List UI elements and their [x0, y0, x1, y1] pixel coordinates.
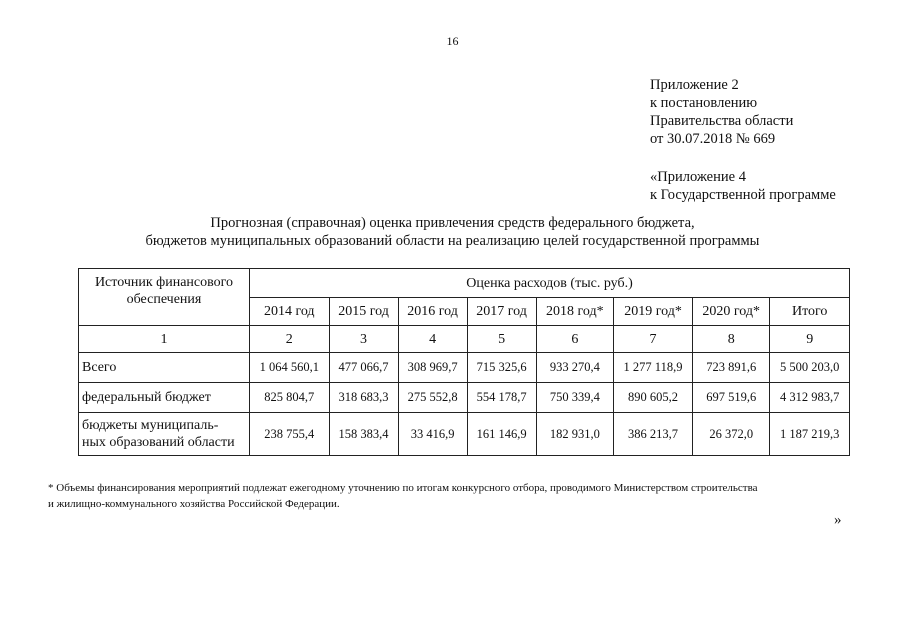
table-cell: 386 213,7 — [614, 413, 693, 456]
column-number: 7 — [614, 326, 693, 353]
title-line-1: Прогнозная (справочная) оценка привлечения средств федерального бюджета, — [210, 215, 695, 231]
table-row-federal — [79, 383, 850, 413]
year-header: 2016 год — [398, 298, 467, 326]
table-cell: 697 519,6 — [693, 383, 770, 413]
table-cell: 308 969,7 — [398, 353, 467, 383]
table-cell: 275 552,8 — [398, 383, 467, 413]
row-label: федеральный бюджет — [79, 383, 250, 413]
table-cell: 182 931,0 — [536, 413, 613, 456]
table-cell: 161 146,9 — [467, 413, 536, 456]
estimate-header: Оценка расходов (тыс. руб.) — [250, 269, 850, 298]
table-cell: 554 178,7 — [467, 383, 536, 413]
table-cell: 933 270,4 — [536, 353, 613, 383]
column-number-row — [79, 326, 850, 353]
appendix-line: от 30.07.2018 № 669 — [650, 131, 776, 147]
year-header: 2015 год — [329, 298, 398, 326]
table-cell-total: 4 312 983,7 — [770, 383, 850, 413]
row-label-line-2: ных образований области — [82, 435, 235, 450]
appendix-sub-line: «Приложение 4 — [650, 169, 746, 185]
appendix-spacer — [650, 148, 836, 168]
funding-table — [78, 268, 850, 456]
column-number: 8 — [693, 326, 770, 353]
table-cell-total: 5 500 203,0 — [770, 353, 850, 383]
column-number: 3 — [329, 326, 398, 353]
table-cell: 238 755,4 — [250, 413, 330, 456]
year-header: 2014 год — [250, 298, 330, 326]
row-label-line-1: бюджеты муниципаль- — [82, 418, 219, 433]
appendix-line: Приложение 2 — [650, 77, 739, 93]
year-header: 2019 год* — [614, 298, 693, 326]
appendix-line: к постановлению — [650, 95, 758, 111]
year-header: 2020 год* — [693, 298, 770, 326]
table-cell: 26 372,0 — [693, 413, 770, 456]
title-line-2: бюджетов муниципальных образований области на реализацию целей государственной программы — [145, 233, 760, 249]
appendix-line: Правительства области — [650, 113, 794, 129]
table-cell: 890 605,2 — [614, 383, 693, 413]
page-number: 16 — [446, 34, 459, 48]
footnote-line-1: * Объемы финансирования мероприятий подлежат ежегодному уточнению по итогам конкурсного отбора, проводимого Министерством строительства — [48, 482, 758, 494]
table-cell: 1 277 118,9 — [614, 353, 693, 383]
row-label — [79, 413, 250, 456]
table-row-municipal — [79, 413, 850, 456]
table-cell: 158 383,4 — [329, 413, 398, 456]
table-row-total — [79, 353, 850, 383]
footnote — [48, 480, 838, 512]
table-cell: 318 683,3 — [329, 383, 398, 413]
row-label: Всего — [79, 353, 250, 383]
appendix-sub-line: к Государственной программе — [650, 187, 836, 203]
closing-quote-mark: » — [834, 512, 842, 528]
table-cell: 825 804,7 — [250, 383, 330, 413]
appendix-header — [650, 76, 836, 204]
table-cell: 750 339,4 — [536, 383, 613, 413]
column-number: 5 — [467, 326, 536, 353]
table-cell: 715 325,6 — [467, 353, 536, 383]
header-row — [79, 269, 850, 298]
table-cell: 1 064 560,1 — [250, 353, 330, 383]
table-cell: 723 891,6 — [693, 353, 770, 383]
column-number: 2 — [250, 326, 330, 353]
year-header: 2017 год — [467, 298, 536, 326]
table-cell: 477 066,7 — [329, 353, 398, 383]
footnote-line-2: и жилищно-коммунального хозяйства Российской Федерации. — [48, 498, 340, 510]
total-header: Итого — [770, 298, 850, 326]
column-number: 9 — [770, 326, 850, 353]
column-number: 1 — [79, 326, 250, 353]
table-cell-total: 1 187 219,3 — [770, 413, 850, 456]
column-number: 6 — [536, 326, 613, 353]
document-title — [0, 214, 905, 250]
column-number: 4 — [398, 326, 467, 353]
table-cell: 33 416,9 — [398, 413, 467, 456]
source-header: Источник финансового обеспечения — [79, 269, 250, 326]
year-header: 2018 год* — [536, 298, 613, 326]
